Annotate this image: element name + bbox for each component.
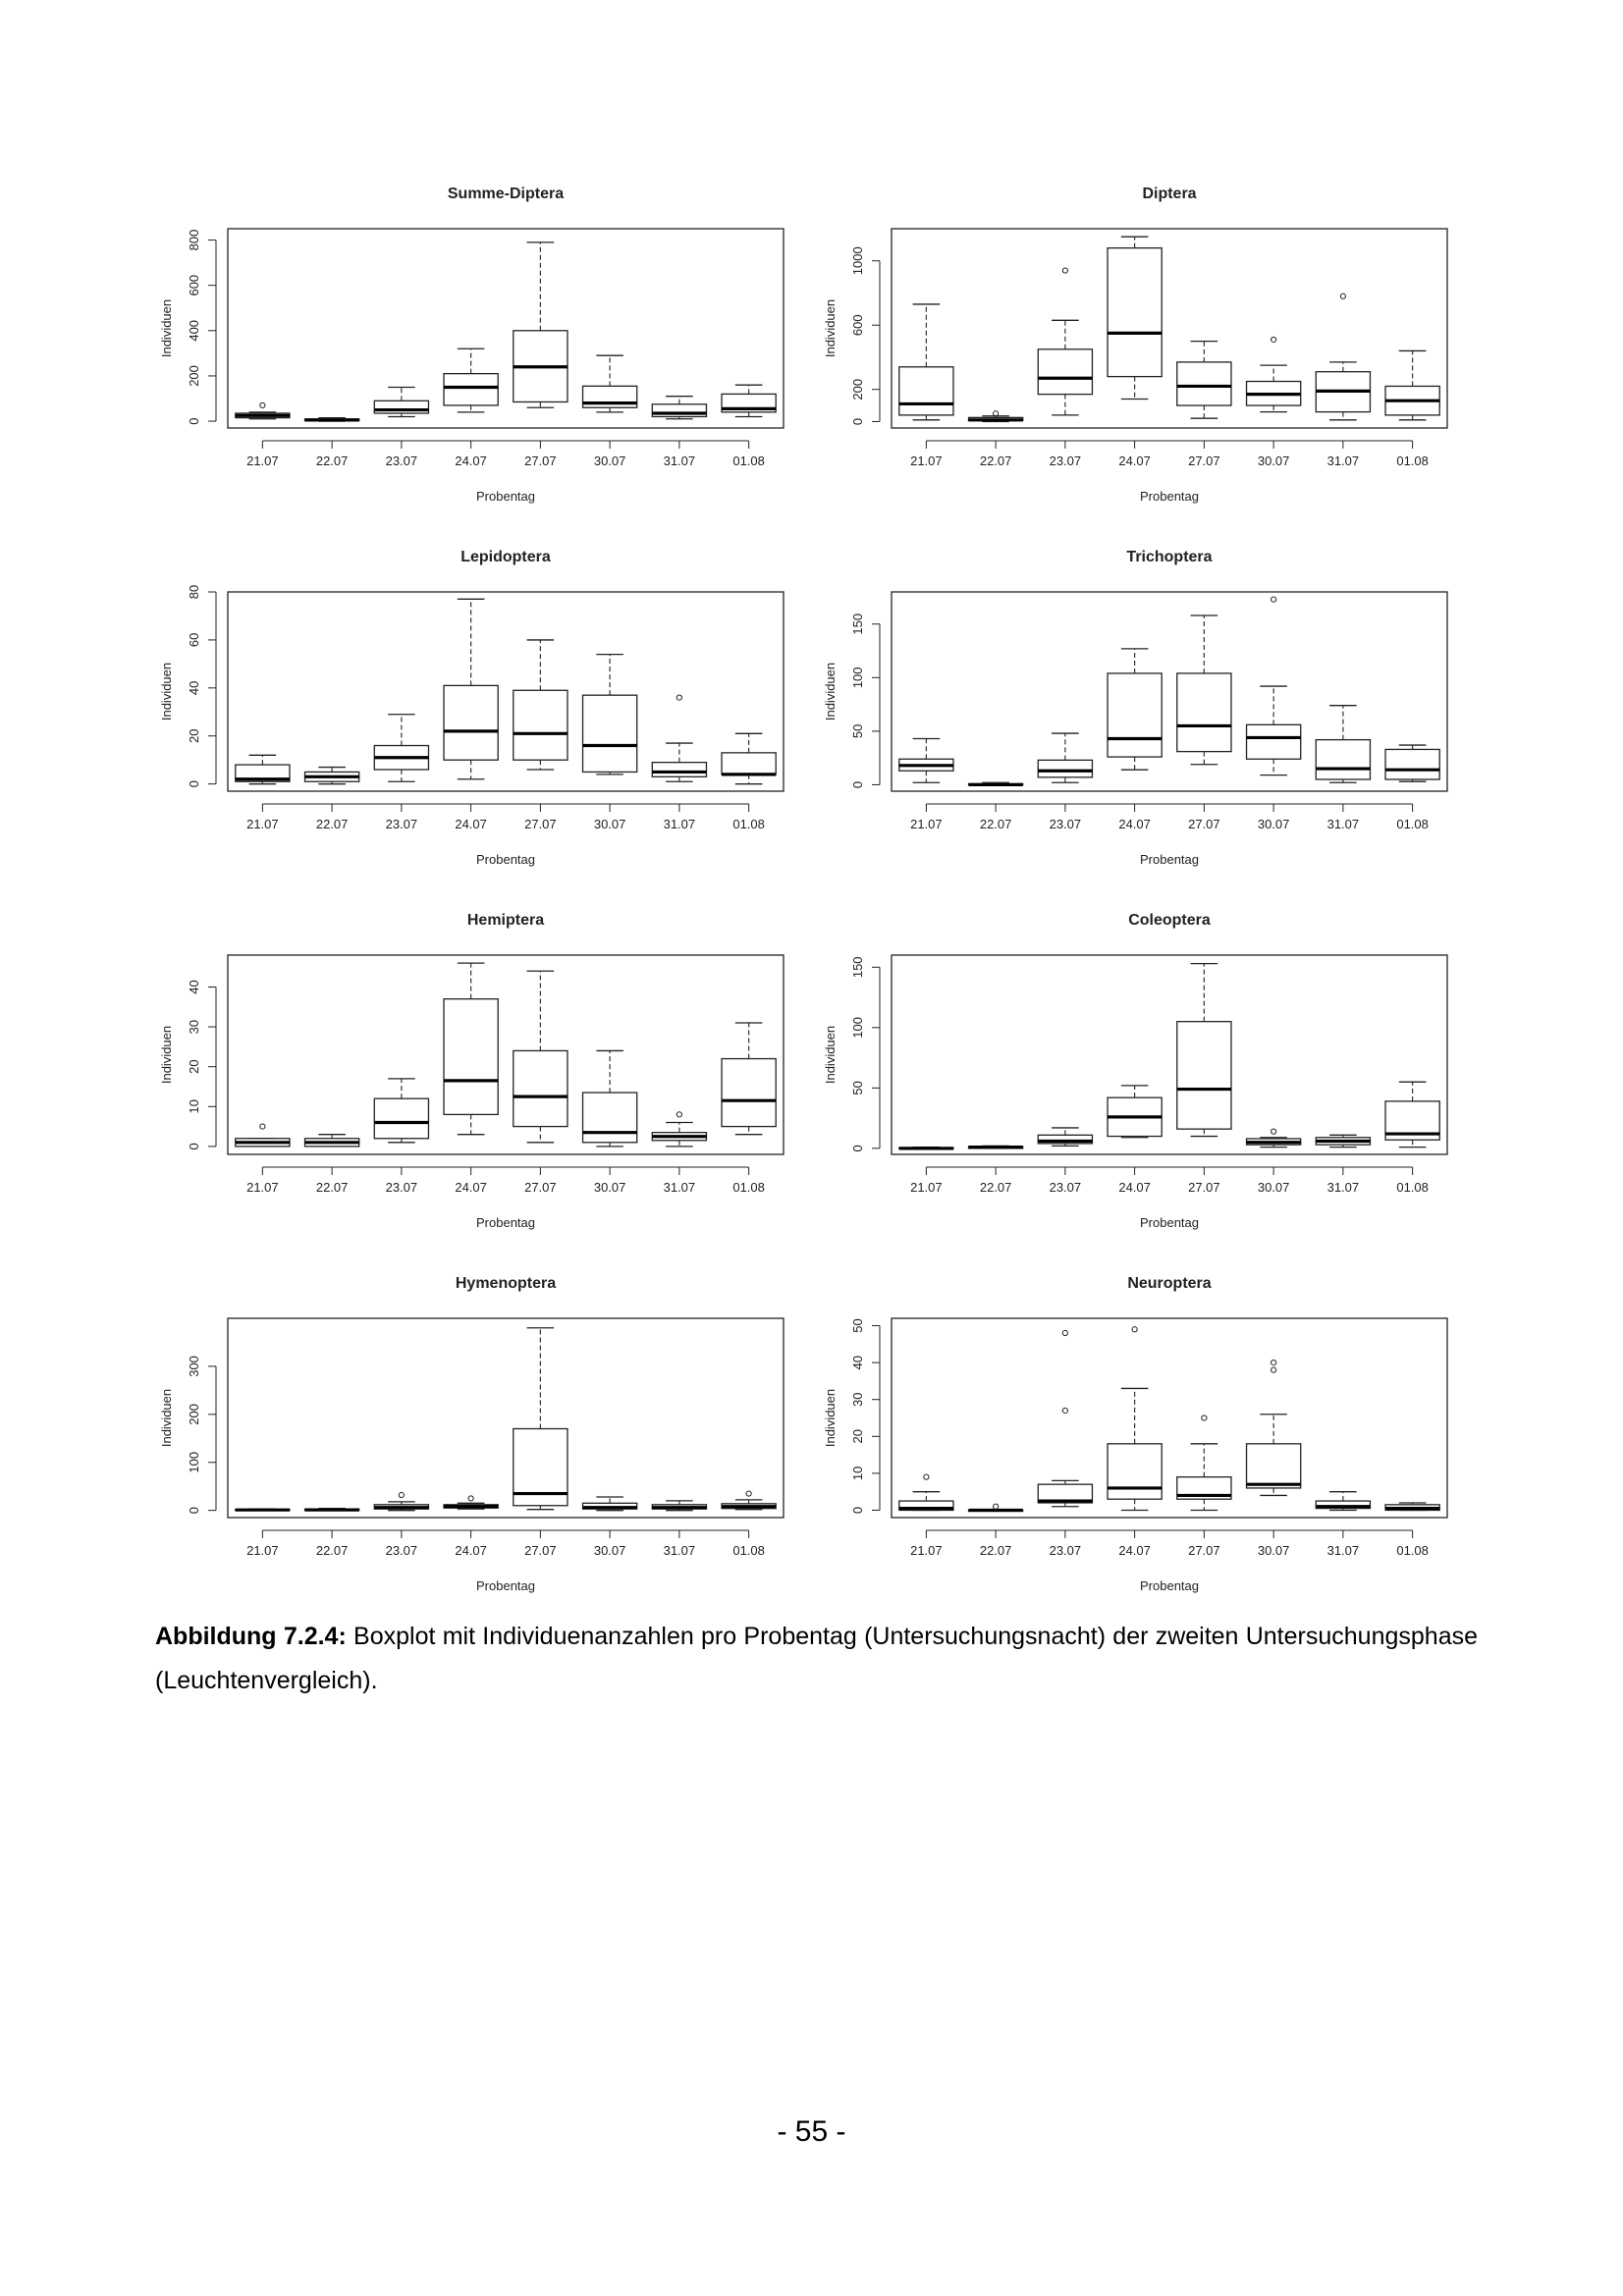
x-tick-label: 01.08	[1396, 1543, 1429, 1558]
plot-frame	[228, 592, 784, 791]
box-iqr	[1177, 673, 1231, 752]
box-01-08	[1385, 1503, 1439, 1511]
box-01-08	[722, 1491, 776, 1510]
boxplot-svg	[147, 175, 809, 538]
y-axis-label: Individuen	[823, 1025, 838, 1085]
box-iqr	[652, 763, 706, 777]
x-tick-label: 22.07	[315, 454, 349, 468]
y-tick-label: 50	[850, 1318, 865, 1333]
x-tick-label: 01.08	[732, 1543, 765, 1558]
x-tick-label: 21.07	[910, 1180, 943, 1195]
x-tick-label: 31.07	[1326, 817, 1360, 831]
box-31-07	[652, 397, 706, 419]
panel-trichoptera	[811, 538, 1473, 901]
outlier-point	[1340, 294, 1345, 298]
box-iqr	[1177, 1022, 1231, 1129]
x-tick-label: 01.08	[1396, 1180, 1429, 1195]
box-iqr	[1108, 673, 1162, 757]
box-30-07	[583, 1497, 637, 1511]
outlier-point	[1271, 1367, 1276, 1372]
box-iqr	[1247, 724, 1301, 759]
y-tick-label: 1000	[850, 246, 865, 276]
box-31-07	[652, 695, 706, 781]
x-tick-label: 24.07	[455, 454, 487, 468]
y-axis-label: Individuen	[159, 298, 174, 358]
box-23-07	[374, 387, 428, 416]
x-axis-label: Probentag	[1140, 489, 1199, 504]
outlier-point	[994, 1504, 999, 1509]
box-iqr	[514, 1050, 568, 1126]
y-tick-label: 0	[850, 417, 865, 426]
x-tick-label: 22.07	[979, 1180, 1012, 1195]
box-30-07	[583, 355, 637, 412]
y-axis-label: Individuen	[159, 662, 174, 721]
x-tick-label: 31.07	[663, 1543, 696, 1558]
y-tick-label: 300	[187, 1356, 201, 1377]
x-tick-label: 01.08	[1396, 817, 1429, 831]
x-tick-label: 21.07	[246, 1180, 279, 1195]
box-iqr	[1108, 248, 1162, 377]
x-tick-label: 31.07	[663, 454, 696, 468]
box-27-07	[1177, 964, 1231, 1137]
box-21-07	[236, 1509, 290, 1510]
caption-label: Abbildung 7.2.4:	[155, 1623, 347, 1650]
outlier-point	[1062, 1408, 1067, 1413]
x-tick-label: 22.07	[315, 817, 349, 831]
x-tick-label: 27.07	[1188, 454, 1220, 468]
chart-title: Trichoptera	[1126, 549, 1213, 565]
box-22-07	[305, 1509, 359, 1511]
box-21-07	[899, 739, 953, 783]
box-24-07	[1108, 1327, 1162, 1511]
box-30-07	[583, 1050, 637, 1146]
y-tick-label: 0	[850, 1506, 865, 1515]
y-tick-label: 150	[850, 613, 865, 635]
chart-title: Diptera	[1142, 186, 1197, 202]
x-tick-label: 27.07	[524, 454, 557, 468]
outlier-point	[1271, 597, 1276, 602]
box-iqr	[722, 1059, 776, 1127]
box-01-08	[722, 1023, 776, 1135]
y-tick-label: 0	[187, 780, 201, 788]
outlier-point	[676, 1112, 681, 1117]
y-axis-label: Individuen	[159, 1388, 174, 1448]
y-tick-label: 0	[850, 1145, 865, 1152]
y-tick-label: 600	[187, 274, 201, 296]
box-21-07	[899, 304, 953, 420]
x-axis-label: Probentag	[476, 489, 535, 504]
x-tick-label: 01.08	[732, 454, 765, 468]
page-number: - 55 -	[777, 2115, 846, 2148]
box-27-07	[514, 242, 568, 407]
box-31-07	[1316, 294, 1370, 420]
x-tick-label: 30.07	[1257, 1543, 1290, 1558]
outlier-point	[1062, 1330, 1067, 1335]
x-tick-label: 30.07	[1257, 454, 1290, 468]
x-axis-label: Probentag	[1140, 1578, 1199, 1593]
box-22-07	[969, 782, 1023, 784]
box-iqr	[583, 1093, 637, 1143]
box-24-07	[1108, 649, 1162, 770]
x-tick-label: 31.07	[1326, 1180, 1360, 1195]
x-tick-label: 31.07	[663, 1180, 696, 1195]
y-tick-label: 0	[187, 417, 201, 425]
box-21-07	[236, 1124, 290, 1147]
box-iqr	[722, 753, 776, 774]
y-tick-label: 50	[850, 723, 865, 739]
box-iqr	[583, 695, 637, 772]
x-tick-label: 30.07	[593, 1543, 626, 1558]
y-tick-label: 20	[187, 1059, 201, 1074]
box-iqr	[374, 1098, 428, 1139]
box-31-07	[1316, 1135, 1370, 1147]
chart-title: Hymenoptera	[455, 1275, 557, 1292]
box-24-07	[1108, 237, 1162, 399]
x-tick-label: 31.07	[1326, 454, 1360, 468]
box-21-07	[236, 755, 290, 783]
chart-title: Summe-Diptera	[447, 186, 565, 202]
plot-frame	[892, 955, 1447, 1154]
box-22-07	[305, 1135, 359, 1147]
box-iqr	[1038, 760, 1092, 776]
boxplot-svg	[811, 1264, 1473, 1628]
x-tick-label: 23.07	[1049, 454, 1082, 468]
box-27-07	[1177, 615, 1231, 765]
box-01-08	[1385, 1082, 1439, 1147]
x-tick-label: 21.07	[910, 1543, 943, 1558]
box-iqr	[444, 685, 498, 760]
panel-coleoptera	[811, 901, 1473, 1264]
x-tick-label: 27.07	[1188, 1180, 1220, 1195]
box-01-08	[1385, 350, 1439, 419]
box-23-07	[1038, 1128, 1092, 1146]
x-tick-label: 23.07	[385, 454, 418, 468]
box-23-07	[374, 1079, 428, 1143]
boxplot-grid	[147, 175, 1473, 1618]
box-iqr	[444, 999, 498, 1115]
y-tick-label: 80	[187, 584, 201, 600]
y-tick-label: 40	[187, 980, 201, 994]
y-tick-label: 0	[187, 1507, 201, 1515]
box-30-07	[1247, 1361, 1301, 1496]
x-tick-label: 21.07	[910, 817, 943, 831]
chart-title: Lepidoptera	[460, 549, 551, 565]
boxplot-svg	[811, 901, 1473, 1264]
y-tick-label: 20	[850, 1429, 865, 1444]
x-tick-label: 24.07	[1118, 454, 1151, 468]
chart-title: Neuroptera	[1127, 1275, 1212, 1292]
boxplot-svg	[147, 1264, 809, 1628]
x-axis-label: Probentag	[1140, 1215, 1199, 1230]
box-23-07	[374, 715, 428, 781]
box-30-07	[583, 655, 637, 774]
x-tick-label: 24.07	[1118, 1543, 1151, 1558]
box-27-07	[514, 971, 568, 1143]
outlier-point	[746, 1491, 751, 1496]
x-tick-label: 27.07	[1188, 817, 1220, 831]
x-tick-label: 21.07	[246, 454, 279, 468]
chart-title: Coleoptera	[1128, 912, 1211, 929]
y-axis-label: Individuen	[823, 298, 838, 358]
y-tick-label: 60	[187, 632, 201, 648]
box-24-07	[444, 599, 498, 778]
box-30-07	[1247, 597, 1301, 775]
y-tick-label: 30	[850, 1392, 865, 1407]
x-tick-label: 23.07	[1049, 1180, 1082, 1195]
box-iqr	[444, 374, 498, 405]
box-01-08	[1385, 745, 1439, 781]
boxplot-svg	[811, 538, 1473, 901]
plot-frame	[228, 229, 784, 428]
box-23-07	[1038, 1330, 1092, 1506]
y-axis-label: Individuen	[823, 1388, 838, 1448]
outlier-point	[924, 1474, 929, 1479]
outlier-point	[1271, 1129, 1276, 1134]
y-tick-label: 0	[850, 780, 865, 789]
box-27-07	[514, 1328, 568, 1510]
x-tick-label: 22.07	[315, 1180, 349, 1195]
x-tick-label: 24.07	[455, 1543, 487, 1558]
x-tick-label: 22.07	[979, 817, 1012, 831]
y-tick-label: 100	[187, 1451, 201, 1473]
x-tick-label: 22.07	[979, 454, 1012, 468]
x-tick-label: 22.07	[315, 1543, 349, 1558]
box-23-07	[1038, 268, 1092, 415]
box-22-07	[969, 411, 1023, 422]
x-axis-label: Probentag	[476, 852, 535, 867]
boxplot-svg	[147, 538, 809, 901]
x-axis-label: Probentag	[476, 1578, 535, 1593]
box-24-07	[444, 348, 498, 412]
x-tick-label: 23.07	[385, 817, 418, 831]
x-tick-label: 30.07	[1257, 1180, 1290, 1195]
y-tick-label: 40	[850, 1355, 865, 1370]
x-tick-label: 24.07	[1118, 817, 1151, 831]
box-23-07	[1038, 733, 1092, 782]
x-tick-label: 22.07	[979, 1543, 1012, 1558]
x-axis-label: Probentag	[1140, 852, 1199, 867]
x-tick-label: 23.07	[385, 1543, 418, 1558]
box-iqr	[1108, 1444, 1162, 1499]
y-axis-label: Individuen	[159, 1025, 174, 1085]
box-21-07	[236, 402, 290, 418]
y-tick-label: 800	[187, 229, 201, 251]
x-tick-label: 01.08	[1396, 454, 1429, 468]
boxplot-svg	[147, 901, 809, 1264]
plot-frame	[228, 1318, 784, 1518]
y-tick-label: 40	[187, 680, 201, 696]
panel-hemiptera	[147, 901, 809, 1264]
box-27-07	[1177, 342, 1231, 419]
x-tick-label: 27.07	[524, 817, 557, 831]
outlier-point	[1271, 1361, 1276, 1365]
box-iqr	[1038, 349, 1092, 395]
box-31-07	[1316, 1492, 1370, 1511]
outlier-point	[260, 1124, 265, 1129]
panel-hymenoptera	[147, 1264, 809, 1628]
x-axis-label: Probentag	[476, 1215, 535, 1230]
y-tick-label: 10	[850, 1466, 865, 1481]
box-23-07	[374, 1492, 428, 1510]
y-tick-label: 200	[850, 378, 865, 400]
panel-neuroptera	[811, 1264, 1473, 1628]
outlier-point	[399, 1492, 404, 1497]
box-30-07	[1247, 1129, 1301, 1148]
box-27-07	[514, 640, 568, 770]
y-tick-label: 50	[850, 1081, 865, 1095]
box-01-08	[722, 385, 776, 416]
x-tick-label: 31.07	[1326, 1543, 1360, 1558]
plot-frame	[228, 955, 784, 1154]
box-22-07	[305, 768, 359, 784]
outlier-point	[1132, 1327, 1137, 1332]
figure-caption	[155, 1615, 1478, 1703]
box-iqr	[514, 690, 568, 760]
x-tick-label: 01.08	[732, 817, 765, 831]
y-tick-label: 400	[187, 319, 201, 342]
boxplot-svg	[811, 175, 1473, 538]
outlier-point	[260, 402, 265, 407]
x-tick-label: 30.07	[593, 817, 626, 831]
box-21-07	[899, 1148, 953, 1149]
box-31-07	[1316, 706, 1370, 783]
outlier-point	[676, 695, 681, 700]
x-tick-label: 23.07	[1049, 817, 1082, 831]
x-tick-label: 30.07	[593, 454, 626, 468]
x-tick-label: 27.07	[524, 1180, 557, 1195]
outlier-point	[1271, 337, 1276, 342]
x-tick-label: 30.07	[593, 1180, 626, 1195]
box-iqr	[899, 367, 953, 415]
panel-summe-diptera	[147, 175, 809, 538]
x-tick-label: 23.07	[385, 1180, 418, 1195]
box-22-07	[969, 1146, 1023, 1148]
x-tick-label: 27.07	[524, 1543, 557, 1558]
x-tick-label: 24.07	[1118, 1180, 1151, 1195]
panel-lepidoptera	[147, 538, 809, 901]
box-22-07	[305, 418, 359, 421]
outlier-point	[1202, 1415, 1207, 1420]
x-tick-label: 24.07	[455, 1180, 487, 1195]
x-tick-label: 27.07	[1188, 1543, 1220, 1558]
x-tick-label: 24.07	[455, 817, 487, 831]
box-27-07	[1177, 1415, 1231, 1511]
y-tick-label: 30	[187, 1019, 201, 1035]
x-tick-label: 21.07	[246, 817, 279, 831]
box-24-07	[1108, 1086, 1162, 1138]
y-tick-label: 10	[187, 1099, 201, 1114]
box-30-07	[1247, 337, 1301, 411]
y-axis-label: Individuen	[823, 662, 838, 721]
panel-diptera	[811, 175, 1473, 538]
y-tick-label: 200	[187, 1403, 201, 1425]
x-tick-label: 21.07	[910, 454, 943, 468]
x-tick-label: 01.08	[732, 1180, 765, 1195]
box-22-07	[969, 1504, 1023, 1511]
plot-frame	[892, 1318, 1447, 1518]
y-tick-label: 200	[187, 365, 201, 387]
outlier-point	[1062, 268, 1067, 273]
x-tick-label: 31.07	[663, 817, 696, 831]
caption-text: Boxplot mit Individuenanzahlen pro Probentag (Untersuchungsnacht) der zweiten Untersuchungsphase (Leuchtenvergleich).	[155, 1623, 1478, 1694]
box-24-07	[444, 1496, 498, 1509]
box-24-07	[444, 963, 498, 1135]
box-31-07	[652, 1112, 706, 1147]
y-tick-label: 100	[850, 667, 865, 689]
outlier-point	[468, 1496, 473, 1501]
y-tick-label: 0	[187, 1143, 201, 1150]
y-tick-label: 100	[850, 1016, 865, 1039]
box-31-07	[652, 1501, 706, 1511]
box-iqr	[1177, 362, 1231, 405]
y-tick-label: 600	[850, 314, 865, 337]
box-iqr	[1385, 749, 1439, 779]
box-21-07	[899, 1474, 953, 1510]
x-tick-label: 23.07	[1049, 1543, 1082, 1558]
x-tick-label: 21.07	[246, 1543, 279, 1558]
chart-title: Hemiptera	[466, 912, 545, 929]
box-iqr	[1316, 740, 1370, 779]
y-tick-label: 20	[187, 728, 201, 743]
x-tick-label: 30.07	[1257, 817, 1290, 831]
box-01-08	[722, 733, 776, 783]
y-tick-label: 150	[850, 956, 865, 979]
box-iqr	[1247, 1444, 1301, 1488]
